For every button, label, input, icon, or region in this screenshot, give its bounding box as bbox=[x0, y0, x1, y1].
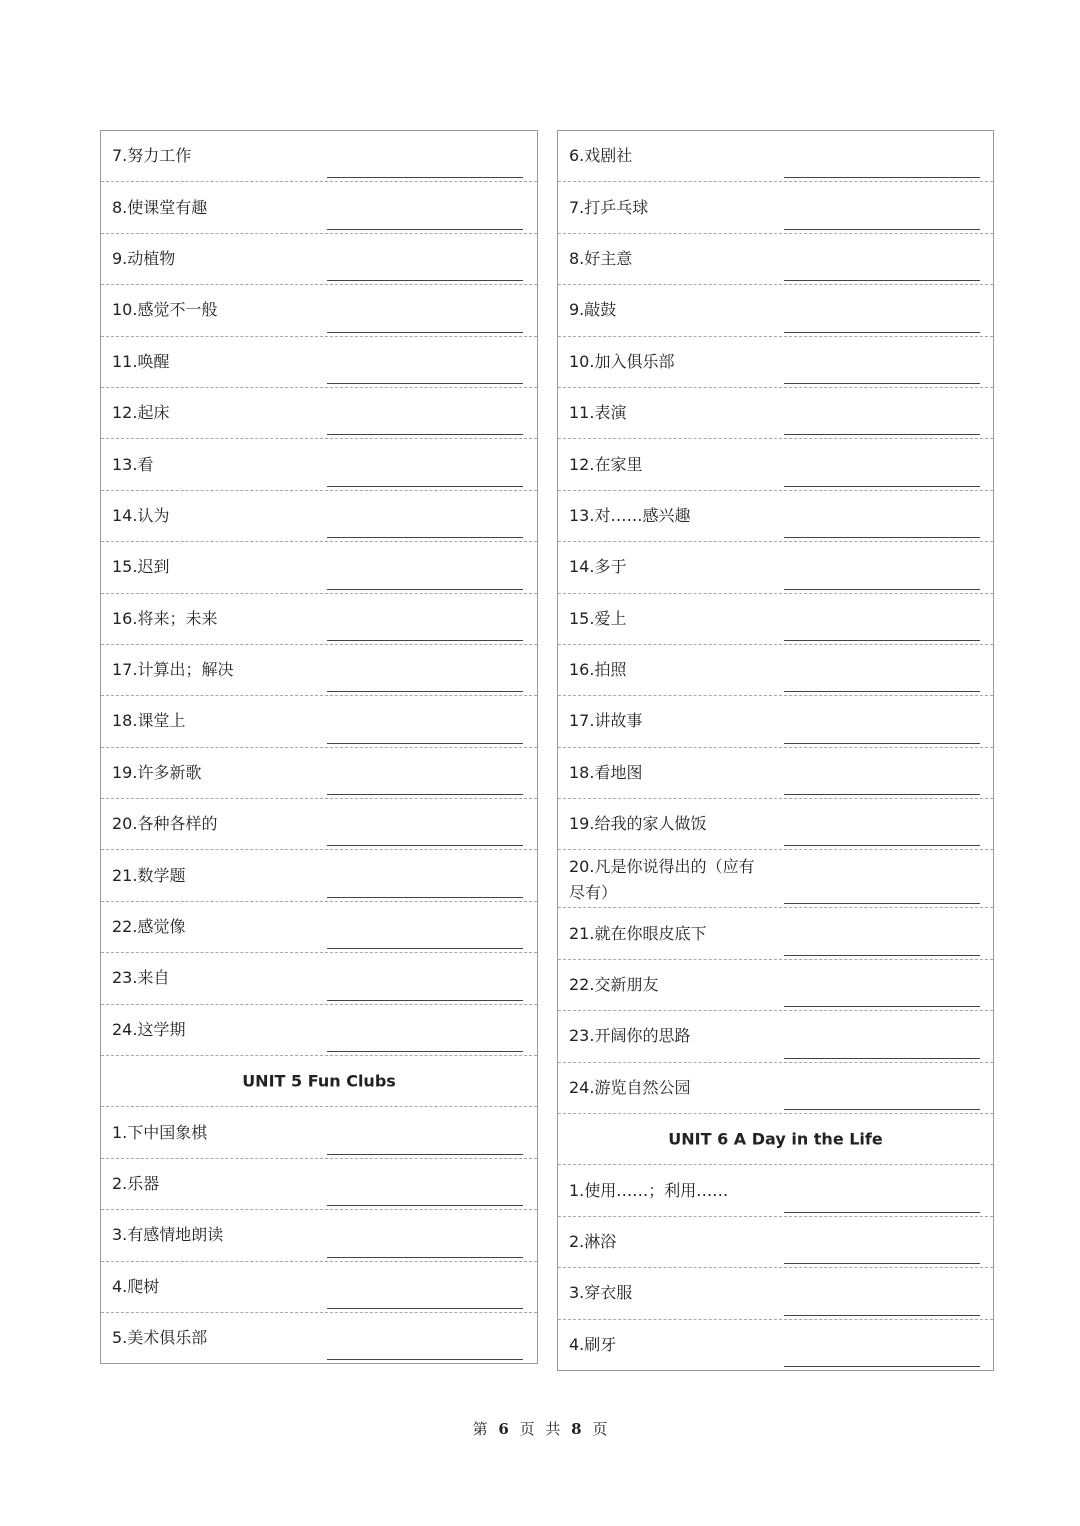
vocab-row bbox=[558, 542, 993, 593]
vocab-row bbox=[558, 491, 993, 542]
vocab-prompt: 3.有感情地朗读 bbox=[112, 1225, 224, 1245]
left-vocab-table bbox=[100, 130, 538, 1364]
vocab-row bbox=[558, 388, 993, 439]
vocab-prompt: 12.起床 bbox=[112, 403, 170, 423]
vocab-prompt: 1.下中国象棋 bbox=[112, 1122, 208, 1142]
vocab-row bbox=[101, 285, 537, 336]
vocab-prompt: 19.许多新歌 bbox=[112, 762, 202, 782]
answer-blank[interactable] bbox=[327, 332, 523, 333]
vocab-prompt: 20.凡是你说得出的（应有尽有） bbox=[569, 857, 755, 903]
vocab-prompt: 16.拍照 bbox=[569, 660, 627, 680]
vocab-row bbox=[558, 182, 993, 233]
vocab-row bbox=[558, 337, 993, 388]
vocab-prompt: 10.感觉不一般 bbox=[112, 300, 218, 320]
vocab-prompt: 8.好主意 bbox=[569, 248, 633, 268]
answer-blank[interactable] bbox=[784, 903, 980, 904]
vocab-prompt: 22.感觉像 bbox=[112, 917, 186, 937]
vocab-prompt: 24.游览自然公园 bbox=[569, 1077, 691, 1097]
vocab-row bbox=[558, 1011, 993, 1062]
answer-blank[interactable] bbox=[784, 691, 980, 692]
answer-blank[interactable] bbox=[327, 794, 523, 795]
vocab-row bbox=[101, 491, 537, 542]
vocab-prompt: 15.迟到 bbox=[112, 557, 170, 577]
vocab-prompt: 9.敲鼓 bbox=[569, 300, 617, 320]
vocab-prompt: 15.爱上 bbox=[569, 608, 627, 628]
vocab-row bbox=[558, 1268, 993, 1319]
vocab-prompt: 17.计算出；解决 bbox=[112, 660, 234, 680]
vocab-prompt: 2.淋浴 bbox=[569, 1232, 617, 1251]
vocab-row bbox=[558, 131, 993, 182]
answer-blank[interactable] bbox=[327, 383, 523, 384]
answer-blank[interactable] bbox=[784, 280, 980, 281]
answer-blank[interactable] bbox=[784, 743, 980, 744]
answer-blank[interactable] bbox=[327, 640, 523, 641]
answer-blank[interactable] bbox=[327, 691, 523, 692]
vocab-row bbox=[101, 337, 537, 388]
answer-blank[interactable] bbox=[327, 845, 523, 846]
answer-blank[interactable] bbox=[327, 743, 523, 744]
vocab-prompt: 5.美术俱乐部 bbox=[112, 1328, 208, 1348]
vocab-row bbox=[101, 1005, 537, 1056]
vocab-row bbox=[101, 1210, 537, 1261]
vocab-prompt: 21.就在你眼皮底下 bbox=[569, 923, 707, 943]
answer-blank[interactable] bbox=[327, 229, 523, 230]
answer-blank[interactable] bbox=[784, 383, 980, 384]
answer-blank[interactable] bbox=[327, 1205, 523, 1206]
vocab-prompt: 19.给我的家人做饭 bbox=[569, 814, 707, 834]
answer-blank[interactable] bbox=[784, 1315, 980, 1316]
vocab-prompt: 23.开阔你的思路 bbox=[569, 1026, 691, 1046]
vocab-prompt: 13.看 bbox=[112, 454, 154, 474]
vocab-row bbox=[101, 1313, 537, 1364]
vocab-row bbox=[101, 131, 537, 182]
vocab-row bbox=[558, 850, 993, 908]
vocab-row bbox=[558, 1165, 993, 1216]
vocab-row bbox=[101, 953, 537, 1004]
answer-blank[interactable] bbox=[327, 280, 523, 281]
vocab-row bbox=[558, 908, 993, 959]
answer-blank[interactable] bbox=[784, 177, 980, 178]
answer-blank[interactable] bbox=[784, 434, 980, 435]
answer-blank[interactable] bbox=[784, 640, 980, 641]
unit-header-row bbox=[558, 1114, 993, 1165]
vocab-prompt: 6.戏剧社 bbox=[569, 146, 633, 166]
vocab-prompt: 17.讲故事 bbox=[569, 711, 643, 731]
answer-blank[interactable] bbox=[327, 1051, 523, 1052]
vocab-prompt: 3.穿衣服 bbox=[569, 1283, 633, 1303]
vocab-row bbox=[558, 799, 993, 850]
vocab-prompt: 4.刷牙 bbox=[569, 1334, 617, 1354]
footer-suffix: 页 bbox=[592, 1420, 608, 1438]
answer-blank[interactable] bbox=[784, 537, 980, 538]
vocab-row bbox=[558, 1063, 993, 1114]
answer-blank[interactable] bbox=[327, 537, 523, 538]
answer-blank[interactable] bbox=[784, 794, 980, 795]
current-page-number: 6 bbox=[498, 1420, 509, 1438]
footer-prefix: 第 bbox=[472, 1420, 488, 1438]
vocab-row bbox=[558, 645, 993, 696]
vocab-row bbox=[101, 542, 537, 593]
vocab-prompt: 8.使课堂有趣 bbox=[112, 197, 208, 217]
vocab-row bbox=[558, 594, 993, 645]
vocab-row bbox=[558, 748, 993, 799]
answer-blank[interactable] bbox=[784, 1058, 980, 1059]
vocab-prompt: 1.使用……；利用…… bbox=[569, 1180, 729, 1200]
vocab-row bbox=[558, 1320, 993, 1371]
vocab-prompt: 2.乐器 bbox=[112, 1174, 160, 1193]
vocab-prompt: 9.动植物 bbox=[112, 248, 176, 268]
vocab-row bbox=[101, 439, 537, 490]
vocab-row bbox=[558, 960, 993, 1011]
answer-blank[interactable] bbox=[327, 1359, 523, 1360]
vocab-prompt: 18.看地图 bbox=[569, 762, 643, 782]
vocab-prompt: 14.多于 bbox=[569, 557, 627, 577]
vocab-prompt: 20.各种各样的 bbox=[112, 814, 218, 834]
vocab-row bbox=[101, 388, 537, 439]
unit-title: UNIT 5 Fun Clubs bbox=[242, 1071, 396, 1091]
vocab-prompt: 11.唤醒 bbox=[112, 351, 170, 371]
vocab-prompt: 7.打乒乓球 bbox=[569, 197, 649, 217]
vocab-row bbox=[101, 645, 537, 696]
vocab-row bbox=[101, 850, 537, 901]
answer-blank[interactable] bbox=[784, 589, 980, 590]
vocab-prompt: 14.认为 bbox=[112, 505, 170, 525]
vocab-row bbox=[101, 696, 537, 747]
vocab-prompt: 11.表演 bbox=[569, 403, 627, 423]
answer-blank[interactable] bbox=[784, 1366, 980, 1367]
vocab-row bbox=[558, 696, 993, 747]
vocab-prompt: 22.交新朋友 bbox=[569, 975, 659, 995]
vocab-prompt: 21.数学题 bbox=[112, 865, 186, 885]
vocab-prompt: 10.加入俱乐部 bbox=[569, 351, 675, 371]
answer-blank[interactable] bbox=[327, 948, 523, 949]
vocab-row bbox=[101, 902, 537, 953]
answer-blank[interactable] bbox=[327, 589, 523, 590]
right-vocab-table bbox=[557, 130, 994, 1371]
vocab-prompt: 12.在家里 bbox=[569, 454, 643, 474]
total-pages-number: 8 bbox=[571, 1420, 582, 1438]
vocab-row bbox=[101, 1107, 537, 1158]
answer-blank[interactable] bbox=[784, 1263, 980, 1264]
vocab-prompt: 7.努力工作 bbox=[112, 146, 192, 166]
answer-blank[interactable] bbox=[784, 1212, 980, 1213]
answer-blank[interactable] bbox=[784, 332, 980, 333]
vocab-row bbox=[101, 1262, 537, 1313]
vocab-prompt: 16.将来；未来 bbox=[112, 608, 218, 628]
vocab-row bbox=[101, 182, 537, 233]
answer-blank[interactable] bbox=[327, 1000, 523, 1001]
vocab-row bbox=[101, 748, 537, 799]
vocab-row bbox=[558, 439, 993, 490]
vocab-prompt: 4.爬树 bbox=[112, 1276, 160, 1296]
answer-blank[interactable] bbox=[784, 1006, 980, 1007]
answer-blank[interactable] bbox=[784, 486, 980, 487]
vocab-row bbox=[101, 234, 537, 285]
vocab-row bbox=[558, 1217, 993, 1268]
vocab-row bbox=[101, 1159, 537, 1210]
answer-blank[interactable] bbox=[784, 955, 980, 956]
unit-title: UNIT 6 A Day in the Life bbox=[668, 1129, 883, 1149]
vocab-row bbox=[101, 799, 537, 850]
footer-mid: 页 共 bbox=[519, 1420, 561, 1438]
answer-blank[interactable] bbox=[784, 229, 980, 230]
vocab-row bbox=[558, 234, 993, 285]
answer-blank[interactable] bbox=[327, 897, 523, 898]
page-footer bbox=[0, 1418, 1080, 1439]
vocab-prompt: 23.来自 bbox=[112, 968, 170, 988]
answer-blank[interactable] bbox=[327, 486, 523, 487]
vocab-row bbox=[558, 285, 993, 336]
answer-blank[interactable] bbox=[327, 1154, 523, 1155]
answer-blank[interactable] bbox=[784, 845, 980, 846]
vocab-prompt: 18.课堂上 bbox=[112, 711, 186, 731]
vocab-prompt: 24.这学期 bbox=[112, 1019, 186, 1039]
answer-blank[interactable] bbox=[327, 1257, 523, 1258]
answer-blank[interactable] bbox=[327, 1308, 523, 1309]
answer-blank[interactable] bbox=[784, 1109, 980, 1110]
answer-blank[interactable] bbox=[327, 434, 523, 435]
vocab-prompt: 13.对……感兴趣 bbox=[569, 505, 691, 525]
answer-blank[interactable] bbox=[327, 177, 523, 178]
vocab-row bbox=[101, 594, 537, 645]
unit-header-row bbox=[101, 1056, 537, 1107]
